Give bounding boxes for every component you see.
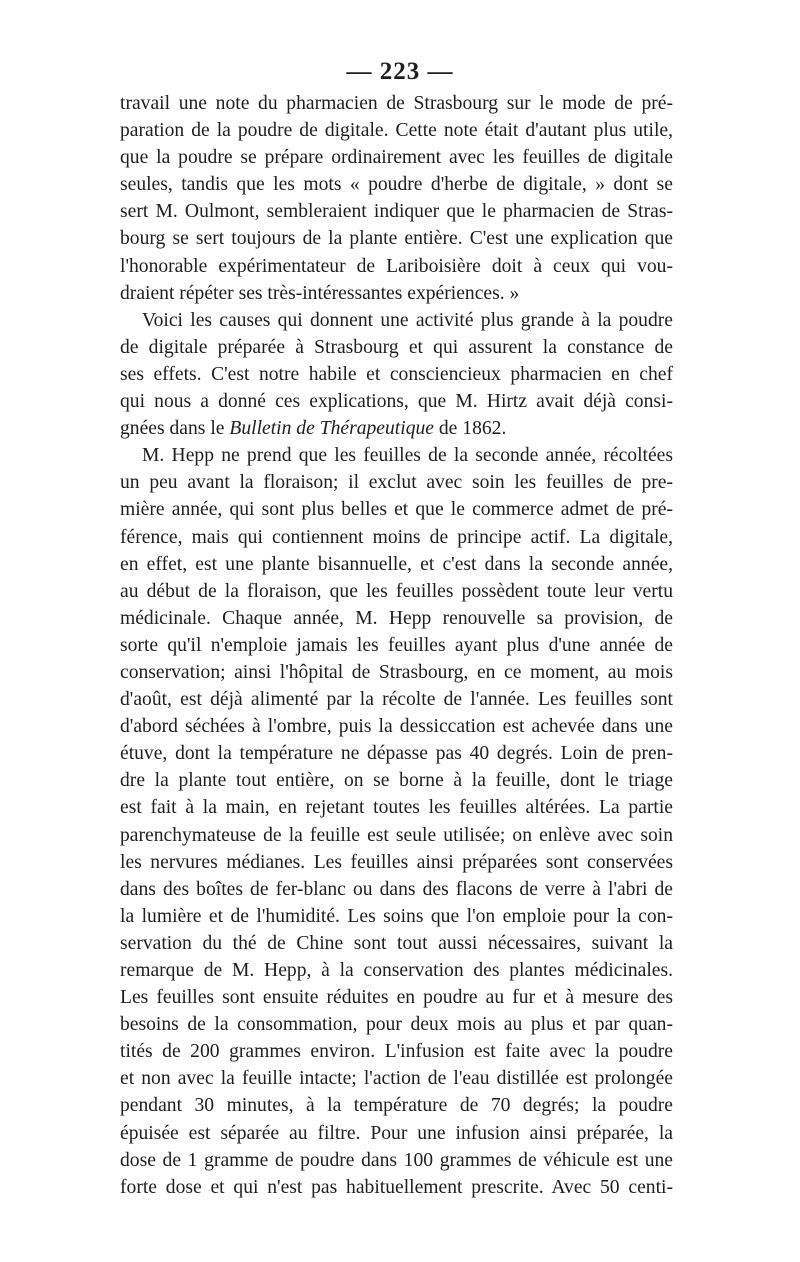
page-number: — 223 —: [346, 58, 454, 85]
text-line: et non avec la feuille intacte; l'action de l'eau distillée est prolongée: [120, 1068, 673, 1090]
text-line: pendant 30 minutes, à la température de 70 degrés; la poudre: [120, 1095, 673, 1117]
text-line: Les feuilles sont ensuite réduites en poudre au fur et à mesure des: [120, 987, 673, 1009]
text-line: remarque de M. Hepp, à la conservation des plantes médicinales.: [120, 960, 673, 981]
text-line: M. Hepp ne prend que les feuilles de la seconde année, récoltées: [142, 445, 673, 467]
text-line: besoins de la consommation, pour deux mois au plus et par quan-: [120, 1014, 673, 1036]
text-line: dre la plante tout entière, on se borne à la feuille, dont le triage: [120, 770, 673, 792]
text-line: Voici les causes qui donnent une activité plus grande à la poudre: [142, 309, 673, 331]
text-line: servation du thé de Chine sont tout aussi nécessaires, suivant la: [120, 932, 673, 954]
text-line: de digitale préparée à Strasbourg et qui assurent la constance de: [120, 336, 673, 358]
text-line: férence, mais qui contiennent moins de principe actif. La digitale,: [120, 526, 673, 548]
text-line: travail une note du pharmacien de Strasbourg sur le mode de pré-: [120, 93, 673, 114]
text-line: les nervures médianes. Les feuilles ainsi préparées sont conservées: [120, 851, 673, 873]
text-line: médicinale. Chaque année, M. Hepp renouvelle sa provision, de: [120, 607, 673, 629]
text-line: la lumière et de l'humidité. Les soins que l'on emploie pour la con-: [120, 905, 673, 927]
text-line: en effet, est une plante bisannuelle, et c'est dans la seconde année,: [120, 553, 673, 575]
text-line: qui nous a donné ces explications, que M. Hirtz avait déjà consi-: [120, 391, 673, 413]
journal-title: Bulletin de Thérapeutique: [229, 418, 434, 440]
text-line: au début de la floraison, que les feuilles possèdent toute leur vertu: [120, 580, 673, 602]
text-line: forte dose et qui n'est pas habituellement prescrite. Avec 50 centi-: [120, 1176, 673, 1198]
text-line: [120, 415, 673, 442]
text-line: tités de 200 grammes environ. L'infusion est faite avec la poudre: [120, 1041, 673, 1063]
text-segment: gnées dans le: [120, 418, 230, 440]
text-line: d'abord séchées à l'ombre, puis la dessiccation est achevée dans une: [120, 716, 673, 738]
text-line: un peu avant la floraison; il exclut avec soin les feuilles de pre-: [120, 472, 673, 494]
text-line: sert M. Oulmont, sembleraient indiquer que le pharmacien de Stras-: [120, 201, 673, 223]
text-line: dans des boîtes de fer-blanc ou dans des flacons de verre à l'abri de: [120, 878, 673, 900]
text-line: sorte qu'il n'emploie jamais les feuilles ayant plus d'une année de: [120, 634, 673, 656]
text-line: conservation; ainsi l'hôpital de Strasbourg, en ce moment, au mois: [120, 661, 673, 683]
body-text: [120, 90, 673, 1201]
text-line: l'honorable expérimentateur de Lariboisière doit à ceux qui vou-: [120, 255, 673, 277]
text-line: seules, tandis que les mots « poudre d'herbe de digitale, » dont se: [120, 174, 673, 196]
text-segment: de 1862.: [433, 418, 507, 440]
text-line: parenchymateuse de la feuille est seule utilisée; on enlève avec soin: [120, 824, 673, 846]
text-line: d'août, est déjà alimenté par la récolte de l'année. Les feuilles sont: [120, 689, 673, 711]
text-line: dose de 1 gramme de poudre dans 100 grammes de véhicule est une: [120, 1149, 673, 1171]
text-line: draient répéter ses très-intéressantes expériences. »: [120, 282, 520, 304]
text-line: est fait à la main, en rejetant toutes les feuilles altérées. La partie: [120, 797, 673, 819]
text-line: étuve, dont la température ne dépasse pas 40 degrés. Loin de pren-: [120, 743, 673, 765]
text-line: mière année, qui sont plus belles et que le commerce admet de pré-: [120, 499, 673, 521]
text-line: ses effets. C'est notre habile et consciencieux pharmacien en chef: [120, 363, 673, 385]
text-line: que la poudre se prépare ordinairement avec les feuilles de digitale: [120, 147, 673, 169]
text-line: bourg se sert toujours de la plante entière. C'est une explication que: [120, 228, 673, 250]
text-line: paration de la poudre de digitale. Cette note était d'autant plus utile,: [120, 120, 673, 142]
text-line: épuisée est séparée au filtre. Pour une infusion ainsi préparée, la: [120, 1122, 673, 1144]
